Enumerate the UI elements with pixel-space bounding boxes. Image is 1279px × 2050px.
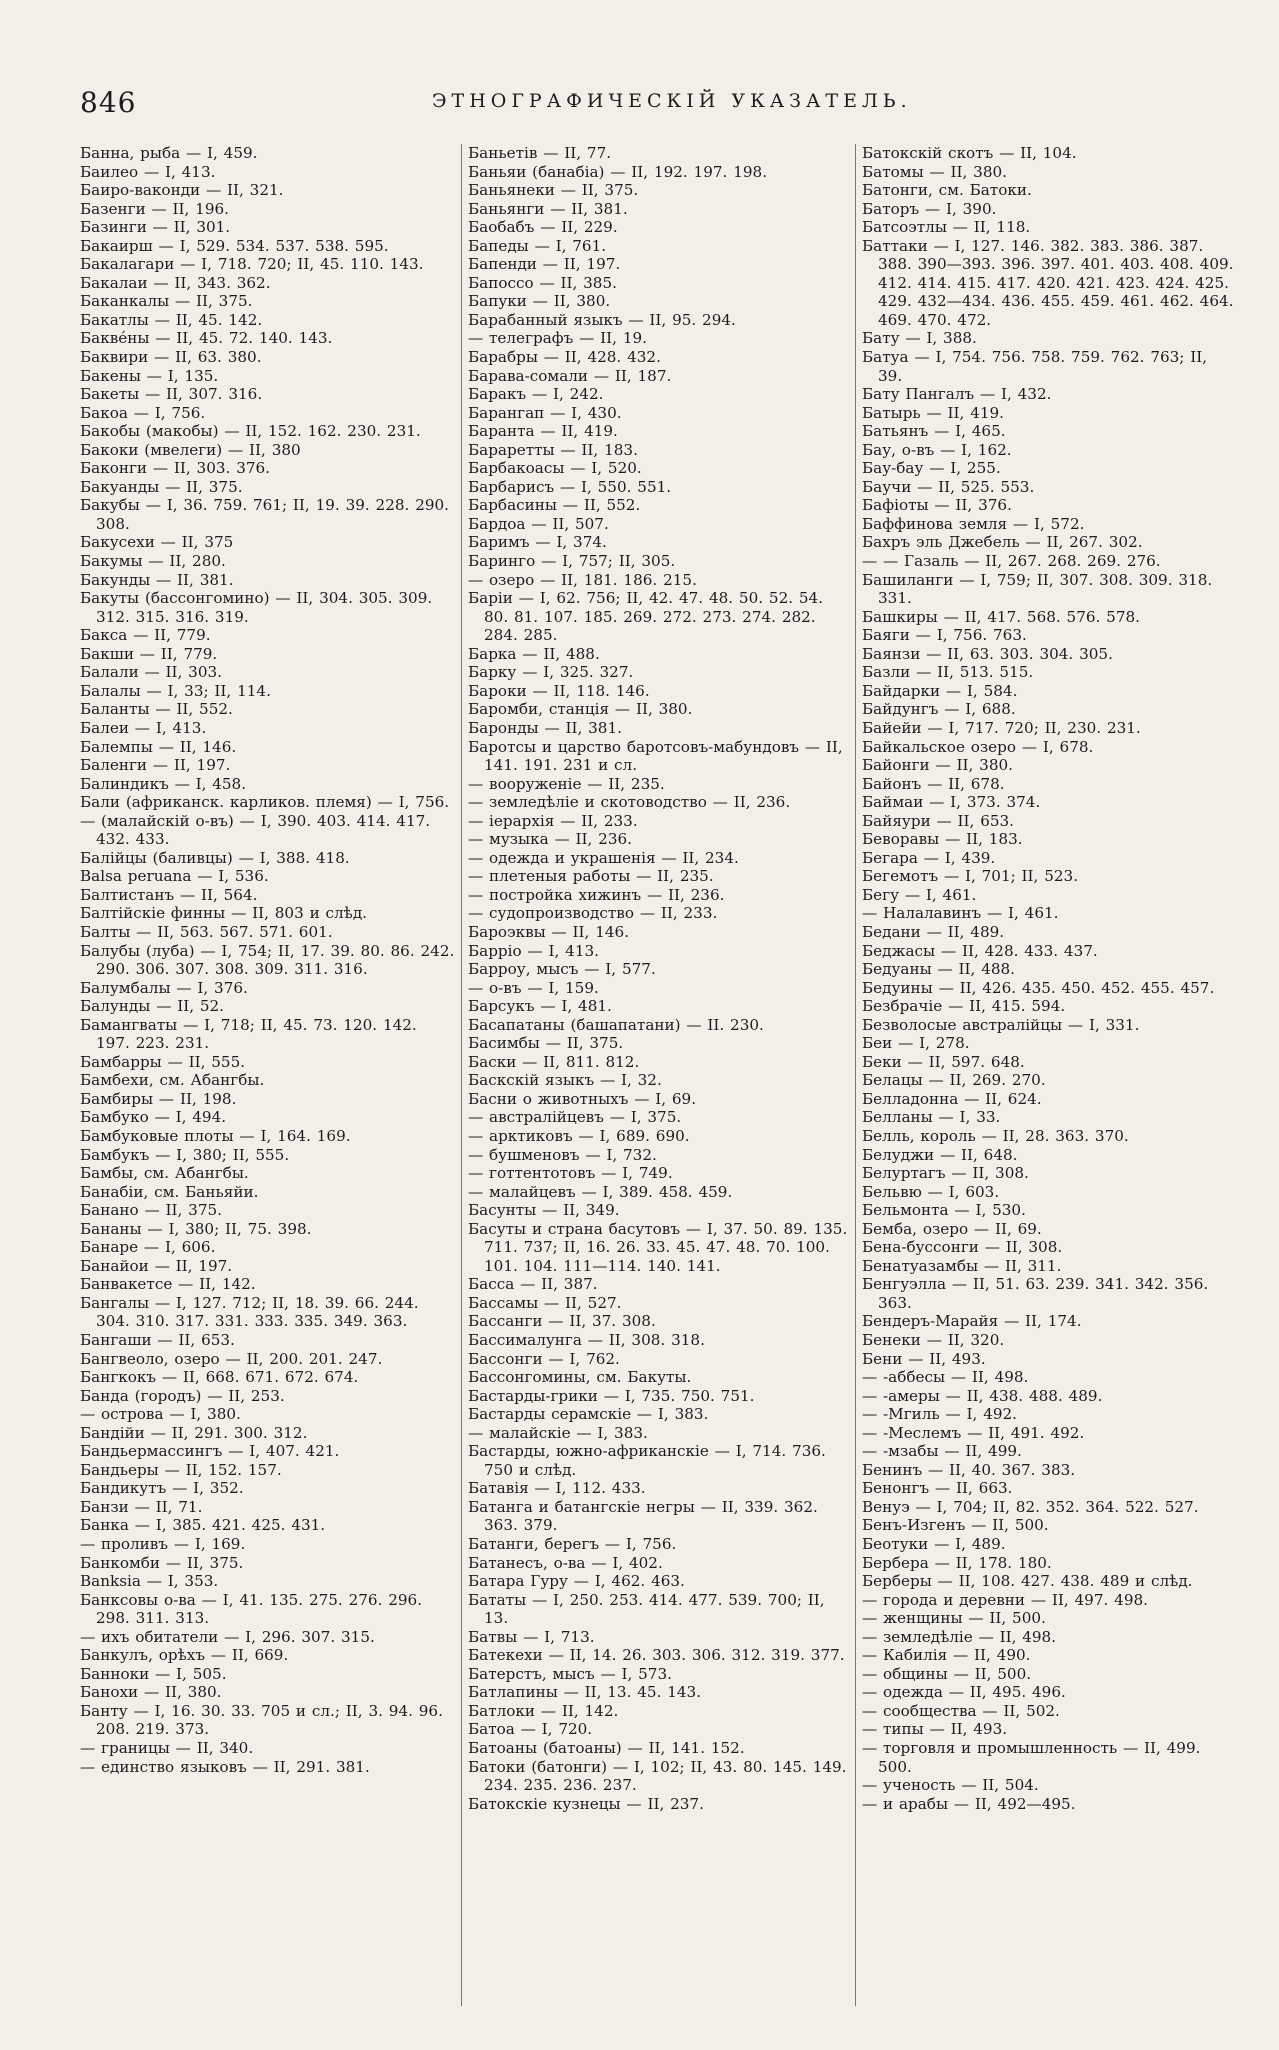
- index-entry: — Кабилія — II, 490.: [862, 1646, 1031, 1665]
- index-entry: Бендеръ-Марайя — II, 174.: [862, 1312, 1082, 1331]
- index-entry: Белль, король — II, 28. 363. 370.: [862, 1126, 1129, 1145]
- index-entry: Бакуанды — II, 375.: [80, 477, 243, 496]
- index-entry: Balsa peruana — I, 536.: [80, 867, 269, 886]
- index-entry: Бапоссо — II, 385.: [468, 273, 617, 292]
- index-entry: Бассамы — II, 527.: [468, 1293, 622, 1312]
- index-entry: Бараретты — II, 183.: [468, 440, 638, 459]
- index-entry: Банна, рыба — I, 459.: [80, 144, 258, 162]
- index-entry: Banksia — I, 353.: [80, 1572, 219, 1591]
- index-entry: Бербера — II, 178. 180.: [862, 1553, 1052, 1572]
- index-entry: — о-въ — I, 159.: [468, 978, 599, 997]
- index-entry: Баракъ — I, 242.: [468, 385, 604, 404]
- running-title: ЭТНОГРАФИЧЕСКІЙ УКАЗАТЕЛЬ.: [432, 90, 912, 112]
- index-entry: Батанга и батангскіе негры — II, 339. 362. 363. 379.: [468, 1497, 818, 1535]
- index-entry: Баленги — II, 197.: [80, 756, 231, 775]
- index-entry: Бакобы (макобы) — II, 152. 162. 230. 231.: [80, 422, 421, 441]
- index-entry: Байонги — II, 380.: [862, 756, 1013, 775]
- index-entry: — единство языковъ — II, 291. 381.: [80, 1757, 370, 1776]
- index-entry: Безволосые австралійцы — I, 331.: [862, 1015, 1140, 1034]
- index-entry: Беджасы — II, 428. 433. 437.: [862, 941, 1098, 960]
- index-entry: Бакоа — I, 756.: [80, 403, 206, 422]
- index-entry: Баймаи — I, 373. 374.: [862, 793, 1041, 812]
- index-entry: Белацы — II, 269. 270.: [862, 1071, 1046, 1090]
- index-entry: Батырь — II, 419.: [862, 403, 1005, 422]
- index-entry: Батара Гуру — I, 462. 463.: [468, 1572, 685, 1591]
- index-entry: Банабіи, см. Баньяйи.: [80, 1182, 259, 1201]
- index-entry: Барку — I, 325. 327.: [468, 663, 634, 682]
- index-entry: — границы — II, 340.: [80, 1739, 254, 1758]
- index-entry: Бамбиры — II, 198.: [80, 1089, 237, 1108]
- index-entry: Баранта — II, 419.: [468, 422, 618, 441]
- index-entry: Башкиры — II, 417. 568. 576. 578.: [862, 607, 1141, 626]
- index-entry: — -Меслемъ — II, 491. 492.: [862, 1423, 1085, 1442]
- index-entry: Батоа — I, 720.: [468, 1720, 593, 1739]
- index-entry: Батавія — I, 112. 433.: [468, 1479, 646, 1498]
- index-entry: Банаре — I, 606.: [80, 1238, 216, 1257]
- index-entry: — -амеры — II, 438. 488. 489.: [862, 1386, 1103, 1405]
- index-entry: — бушменовъ — I, 732.: [468, 1145, 657, 1164]
- index-entry: Батоки (батонги) — I, 102; II, 43. 80. 145. 149. 234. 235. 236. 237.: [468, 1757, 847, 1795]
- index-entry: — женщины — II, 500.: [862, 1609, 1046, 1628]
- index-entry: Баррiо — I, 413.: [468, 941, 599, 960]
- index-entry: Бакалаи — II, 343. 362.: [80, 273, 271, 292]
- index-entry: Белуртагъ — II, 308.: [862, 1164, 1029, 1183]
- index-entry: Банноки — I, 505.: [80, 1664, 227, 1683]
- index-entry: Батсоэтлы — II, 118.: [862, 218, 1031, 237]
- index-entry: Бандьеры — II, 152. 157.: [80, 1460, 282, 1479]
- index-entry: — музыка — II, 236.: [468, 830, 632, 849]
- index-entry: Баконги — II, 303. 376.: [80, 459, 271, 478]
- index-entry: Басимбы — II, 375.: [468, 1034, 624, 1053]
- index-entry: Бакве́ны — II, 45. 72. 140. 143.: [80, 329, 333, 348]
- index-entry: Бананы — I, 380; II, 75. 398.: [80, 1219, 312, 1238]
- index-entry: Банохи — II, 380.: [80, 1683, 222, 1702]
- index-entry: Баскскій языкъ — I, 32.: [468, 1071, 662, 1090]
- index-entry: Бастарды, южно-африканскіе — I, 714. 736. 750 и слѣд.: [468, 1442, 826, 1479]
- index-entry: Барбасины — II, 552.: [468, 496, 641, 515]
- index-entry: Банкомби — II, 375.: [80, 1553, 244, 1572]
- index-entry: Баротсы и царство баротсовъ-мабундовъ — II, 141. 191. 231 и сл.: [468, 737, 843, 775]
- index-entry: Баньянеки — II, 375.: [468, 181, 639, 200]
- index-entry: Базенги — II, 196.: [80, 199, 230, 218]
- index-entry: Белладонна — II, 624.: [862, 1089, 1042, 1108]
- index-entry: Бенонгъ — II, 663.: [862, 1479, 1013, 1498]
- index-entry: — малайскіе — I, 383.: [468, 1423, 648, 1442]
- index-entry: Баромби, станція — II, 380.: [468, 700, 693, 719]
- index-entry: Бакаирш — I, 529. 534. 537. 538. 595.: [80, 236, 389, 255]
- index-entry: Барабры — II, 428. 432.: [468, 348, 661, 367]
- index-entry: Бангалы — I, 127. 712; II, 18. 39. 66. 244. 304. 310. 317. 331. 333. 335. 349. 363.: [80, 1293, 419, 1331]
- index-entry: Бедани — II, 489.: [862, 922, 1005, 941]
- index-entry: Бакатлы — II, 45. 142.: [80, 310, 263, 329]
- index-entry: Бакубы — I, 36. 759. 761; II, 19. 39. 228. 290. 308.: [80, 496, 450, 533]
- index-entry: Баньетів — II, 77.: [468, 144, 612, 162]
- index-entry: Бакеты — II, 307. 316.: [80, 385, 263, 404]
- index-entry: Бангкокъ — II, 668. 671. 672. 674.: [80, 1368, 359, 1387]
- index-entry: Бамбукъ — I, 380; II, 555.: [80, 1145, 290, 1164]
- index-entry: Банкулъ, орѣхъ — II, 669.: [80, 1646, 289, 1665]
- index-entry: Барава-сомали — II, 187.: [468, 366, 672, 385]
- index-entry: Балунды — II, 52.: [80, 997, 225, 1016]
- index-entry: Басуты и страна басутовъ — I, 37. 50. 89. 135. 711. 737; II, 16. 26. 33. 45. 47. 48. 70. 100. 101. 104. 111—114. 140. 141.: [468, 1219, 848, 1275]
- index-entry: Баньяи (банабіа) — II, 192. 197. 198.: [468, 162, 768, 181]
- index-entry: Батанги, берегъ — I, 756.: [468, 1535, 677, 1554]
- index-entry: Баторъ — I, 390.: [862, 199, 997, 218]
- index-entry: Баффинова земля — I, 572.: [862, 514, 1085, 533]
- index-entry: Бапуки — II, 380.: [468, 292, 611, 311]
- index-entry: Балты — II, 563. 567. 571. 601.: [80, 922, 333, 941]
- index-entry: Базли — II, 513. 515.: [862, 663, 1034, 682]
- index-entry: Банда (городъ) — II, 253.: [80, 1386, 285, 1405]
- index-entry: Бангвеоло, озеро — II, 200. 201. 247.: [80, 1349, 383, 1368]
- index-entry: Банвакетсе — II, 142.: [80, 1275, 256, 1294]
- index-entry: Балубы (луба) — I, 754; II, 17. 39. 80. 86. 242. 290. 306. 307. 308. 309. 311. 316.: [80, 941, 455, 979]
- index-entry: Балтійскіе финны — II, 803 и слѣд.: [80, 904, 368, 923]
- index-entry: Беи — I, 278.: [862, 1034, 970, 1053]
- index-entry: — -Мгиль — I, 492.: [862, 1405, 1018, 1424]
- index-entry: Баилео — I, 413.: [80, 162, 216, 181]
- index-entry: Барангап — I, 430.: [468, 403, 622, 422]
- index-entry: Банту — I, 16. 30. 33. 705 и сл.; II, 3. 94. 96. 208. 219. 373.: [80, 1701, 443, 1739]
- index-entry: Белуджи — II, 648.: [862, 1145, 1018, 1164]
- index-entry: Банксовы о-ва — I, 41. 135. 275. 276. 296. 298. 311. 313.: [80, 1590, 423, 1628]
- index-entry: — — Газаль — II, 267. 268. 269. 276.: [862, 552, 1161, 571]
- index-entry: — города и деревни — II, 497. 498.: [862, 1590, 1148, 1609]
- index-entry: Батомы — II, 380.: [862, 162, 1007, 181]
- index-entry: Бангаши — II, 653.: [80, 1331, 235, 1349]
- index-entry: Бакалагари — I, 718. 720; II, 45. 110. 143.: [80, 255, 424, 274]
- index-entry: Барсукъ — I, 481.: [468, 997, 612, 1016]
- index-entry: Банайои — II, 197.: [80, 1256, 233, 1275]
- index-entry: Батокскіе кузнецы — II, 237.: [468, 1794, 704, 1813]
- index-entry: Бастарды-грики — I, 735. 750. 751.: [468, 1386, 755, 1405]
- index-entry: Беворавы — II, 183.: [862, 830, 1023, 849]
- index-entry: Басса — II, 387.: [468, 1275, 598, 1294]
- index-entry: Бенъ-Изгенъ — II, 500.: [862, 1516, 1049, 1535]
- index-entry: Барабанный языкъ — II, 95. 294.: [468, 310, 736, 329]
- index-entry: — -мзабы — II, 499.: [862, 1442, 1022, 1461]
- index-entry: — торговля и промышленность — II, 499. 500.: [862, 1739, 1201, 1776]
- index-entry: Базинги — II, 301.: [80, 218, 231, 237]
- index-entry: — австралійцевъ — I, 375.: [468, 1108, 682, 1127]
- index-entry: Балійцы (баливцы) — I, 388. 418.: [80, 848, 350, 867]
- index-entry: — постройка хижинъ — II, 236.: [468, 885, 725, 904]
- index-entry: Барбарисъ — I, 550. 551.: [468, 477, 672, 496]
- index-entry: — телеграфъ — II, 19.: [468, 329, 647, 348]
- index-entry: Бамбарры — II, 555.: [80, 1052, 246, 1071]
- index-entry: Бамангваты — I, 718; II, 45. 73. 120. 142. 197. 223. 231.: [80, 1015, 417, 1053]
- index-entry: Батлоки — II, 142.: [468, 1701, 619, 1720]
- index-entry: Баобабъ — II, 229.: [468, 218, 618, 237]
- index-entry: Батуа — I, 754. 756. 758. 759. 762. 763; II, 39.: [862, 348, 1208, 385]
- index-entry: Баски — II, 811. 812.: [468, 1052, 640, 1071]
- index-entry: Бельвю — I, 603.: [862, 1182, 1000, 1201]
- index-entry: Батвы — I, 713.: [468, 1627, 595, 1646]
- index-entry: Барбакоасы — I, 520.: [468, 459, 642, 478]
- index-entry: Бату Пангалъ — I, 432.: [862, 385, 1052, 404]
- index-entry: Белланы — I, 33.: [862, 1108, 1001, 1127]
- index-entry: Бакши — II, 779.: [80, 644, 218, 663]
- index-entry: Бакуты (бассонгомино) — II, 304. 305. 309. 312. 315. 316. 319.: [80, 589, 433, 626]
- index-entry: Барка — II, 488.: [468, 644, 600, 663]
- index-entry: Бегара — I, 439.: [862, 848, 996, 867]
- index-entry: — проливъ — I, 169.: [80, 1535, 246, 1554]
- index-entry: Безбрачіе — II, 415. 594.: [862, 997, 1066, 1016]
- index-entry: Бена-буссонги — II, 308.: [862, 1238, 1063, 1257]
- index-entry: Бакусехи — II, 375: [80, 533, 234, 552]
- index-entry: — -аббесы — II, 498.: [862, 1368, 1029, 1387]
- index-entry: Бенгуэлла — II, 51. 63. 239. 341. 342. 356. 363.: [862, 1275, 1209, 1312]
- index-entry: Бандикутъ — I, 352.: [80, 1479, 244, 1498]
- index-entry: Баяги — I, 756. 763.: [862, 626, 1027, 645]
- index-entry: — судопроизводство — II, 233.: [468, 904, 718, 923]
- index-entry: Балалы — I, 33; II, 114.: [80, 681, 271, 700]
- index-entry: Барроу, мысъ — I, 577.: [468, 960, 656, 979]
- index-entry: Батокскій скотъ — II, 104.: [862, 144, 1077, 162]
- index-entry: — малайцевъ — I, 389. 458. 459.: [468, 1182, 733, 1201]
- index-entry: Банка — I, 385. 421. 425. 431.: [80, 1516, 326, 1535]
- index-entry: Бамбуковые плоты — I, 164. 169.: [80, 1126, 351, 1145]
- index-entry: Бастарды серамскіе — I, 383.: [468, 1405, 709, 1424]
- index-entry: Батьянъ — I, 465.: [862, 422, 1006, 441]
- index-entry: Басапатаны (башапатани) — II. 230.: [468, 1015, 764, 1034]
- index-entry: Бапеды — I, 761.: [468, 236, 607, 255]
- index-entry: Бау, о-въ — I, 162.: [862, 440, 1012, 459]
- index-entry: Бамбуко — I, 494.: [80, 1108, 227, 1127]
- index-entry: — озеро — II, 181. 186. 215.: [468, 570, 697, 589]
- index-entry: Балумбалы — I, 376.: [80, 978, 248, 997]
- index-entry: Баучи — II, 525. 553.: [862, 477, 1035, 496]
- index-entry: Баквири — II, 63. 380.: [80, 348, 262, 367]
- index-entry: Байдунгъ — I, 688.: [862, 700, 1016, 719]
- index-entry: Бассонги — I, 762.: [468, 1349, 620, 1368]
- index-entry: Бароэквы — II, 146.: [468, 922, 630, 941]
- index-entry: — острова — I, 380.: [80, 1405, 241, 1424]
- index-entry: — одежда — II, 495. 496.: [862, 1683, 1066, 1702]
- index-entry: Баиро-ваконди — II, 321.: [80, 181, 284, 200]
- index-entry: Бароки — II, 118. 146.: [468, 681, 650, 700]
- index-entry: Бау-бау — I, 255.: [862, 459, 1001, 478]
- index-entry: Баттаки — I, 127. 146. 382. 383. 386. 387. 388. 390—393. 396. 397. 401. 403. 408. 409. 412. 414. 415. 417. 420. 421. 423. 424. 425. 429. 432—434. 436. 455. 459. 461. 462. 464. 469. 470. 472.: [862, 236, 1234, 329]
- index-entry: — арктиковъ — I, 689. 690.: [468, 1126, 690, 1145]
- index-entry: Бакены — I, 135.: [80, 366, 219, 385]
- index-entry: Бемба, озеро — II, 69.: [862, 1219, 1042, 1238]
- index-entry: Бассонгомины, см. Бакуты.: [468, 1368, 692, 1387]
- index-entry: Баканкалы — II, 375.: [80, 292, 253, 311]
- index-entry: Беотуки — I, 489.: [862, 1535, 1006, 1554]
- index-entry: Бату — I, 388.: [862, 329, 977, 348]
- index-entry: Бакса — II, 779.: [80, 626, 211, 645]
- index-entry: Байдарки — I, 584.: [862, 681, 1018, 700]
- index-entry: — готтентотовъ — I, 749.: [468, 1164, 673, 1183]
- index-entry: — одежда и украшенія — II, 234.: [468, 848, 739, 867]
- index-entry: Баринго — I, 757; II, 305.: [468, 552, 676, 571]
- index-entry: Бассималунга — II, 308. 318.: [468, 1331, 705, 1349]
- index-entry: Бамбехи, см. Абангбы.: [80, 1071, 265, 1090]
- index-entry: Бени — II, 493.: [862, 1349, 986, 1368]
- index-columns: [0, 144, 1279, 2024]
- index-entry: Бакоки (мвелеги) — II, 380: [80, 440, 301, 459]
- index-entry: Бассанги — II, 37. 308.: [468, 1312, 656, 1331]
- index-entry: Балиндикъ — I, 458.: [80, 774, 247, 793]
- index-entry: Бататы — I, 250. 253. 414. 477. 539. 700; II, 13.: [468, 1590, 825, 1628]
- index-entry: Басунты — II, 349.: [468, 1201, 620, 1220]
- index-entry: Баньянги — II, 381.: [468, 199, 628, 218]
- index-entry: — іерархія — II, 233.: [468, 811, 638, 830]
- index-entry: Баланты — II, 552.: [80, 700, 233, 719]
- index-entry: Батоаны (батоаны) — II, 141. 152.: [468, 1739, 745, 1758]
- index-entry: Балеи — I, 413.: [80, 718, 207, 737]
- index-entry: Бакумы — II, 280.: [80, 552, 226, 571]
- index-entry: Беки — II, 597. 648.: [862, 1052, 1025, 1071]
- index-entry: Берберы — II, 108. 427. 438. 489 и слѣд.: [862, 1572, 1193, 1591]
- index-entry: Баронды — II, 381.: [468, 718, 622, 737]
- index-entry: Байейи — I, 717. 720; II, 230. 231.: [862, 718, 1141, 737]
- index-entry: — ученость — II, 504.: [862, 1776, 1039, 1795]
- index-entry: Бардоа — II, 507.: [468, 514, 609, 533]
- index-entry: Бафіоты — II, 376.: [862, 496, 1012, 515]
- index-entry: Банано — II, 375.: [80, 1201, 222, 1220]
- index-entry: Баримъ — I, 374.: [468, 533, 607, 552]
- index-entry: — ихъ обитатели — I, 296. 307. 315.: [80, 1627, 375, 1646]
- index-entry: Батерстъ, мысъ — I, 573.: [468, 1664, 672, 1683]
- index-entry: Байяури — II, 653.: [862, 811, 1015, 830]
- index-entry: — типы — II, 493.: [862, 1720, 1008, 1739]
- index-entry: — и арабы — II, 492—495.: [862, 1794, 1076, 1813]
- index-entry: — сообщества — II, 502.: [862, 1701, 1060, 1720]
- index-entry: — плетеныя работы — II, 235.: [468, 867, 714, 886]
- index-entry: — вооруженіе — II, 235.: [468, 774, 665, 793]
- index-entry: Бапенди — II, 197.: [468, 255, 621, 274]
- index-entry: Бали (африканск. карликов. племя) — I, 756.: [80, 793, 450, 812]
- index-entry: Бегемотъ — I, 701; II, 523.: [862, 867, 1079, 886]
- index-entry: — общины — II, 500.: [862, 1664, 1032, 1683]
- index-entry: Бандьермассингъ — I, 407. 421.: [80, 1442, 340, 1461]
- index-column-2: [468, 144, 849, 2024]
- index-entry: Байкальское озеро — I, 678.: [862, 737, 1094, 756]
- index-entry: Батлапины — II, 13. 45. 143.: [468, 1683, 702, 1702]
- index-entry: Бегу — I, 461.: [862, 885, 977, 904]
- index-entry: Бенинъ — II, 40. 367. 383.: [862, 1460, 1076, 1479]
- index-entry: — земледѣліе и скотоводство — II, 236.: [468, 793, 791, 812]
- index-entry: Бедуины — II, 426. 435. 450. 452. 455. 457.: [862, 978, 1215, 997]
- index-column-1: [80, 144, 455, 2024]
- index-entry: Байонъ — II, 678.: [862, 774, 1005, 793]
- index-entry: Батонги, см. Батоки.: [862, 181, 1032, 200]
- index-entry: Бахръ эль Джебель — II, 267. 302.: [862, 533, 1143, 552]
- index-entry: — (малайскій о-въ) — I, 390. 403. 414. 417. 432. 433.: [80, 811, 431, 849]
- index-column-3: [862, 144, 1237, 2024]
- index-entry: Балали — II, 303.: [80, 663, 223, 682]
- index-entry: Батанесъ, о-ва — I, 402.: [468, 1553, 663, 1572]
- index-entry: Балтистанъ — II, 564.: [80, 885, 258, 904]
- index-entry: Бенатуазамбы — II, 311.: [862, 1256, 1062, 1275]
- index-entry: Бандійи — II, 291. 300. 312.: [80, 1423, 308, 1442]
- index-entry: Башиланги — I, 759; II, 307. 308. 309. 318. 331.: [862, 570, 1213, 608]
- index-entry: — земледѣліе — II, 498.: [862, 1627, 1057, 1646]
- page-number: 846: [80, 86, 137, 119]
- index-entry: — Налалавинъ — I, 461.: [862, 904, 1059, 923]
- index-entry: Барiи — I, 62. 756; II, 42. 47. 48. 50. 52. 54. 80. 81. 107. 185. 269. 272. 273. 274. 282. 284. 285.: [468, 589, 824, 645]
- index-entry: Батекехи — II, 14. 26. 303. 306. 312. 319. 377.: [468, 1646, 845, 1665]
- index-entry: Венуэ — I, 704; II, 82. 352. 364. 522. 527.: [862, 1497, 1199, 1516]
- index-entry: Бедуаны — II, 488.: [862, 960, 1016, 979]
- index-entry: Бакунды — II, 381.: [80, 570, 234, 589]
- index-entry: Бельмонта — I, 530.: [862, 1201, 1026, 1220]
- index-entry: Бамбы, см. Абангбы.: [80, 1164, 249, 1183]
- index-entry: Бенеки — II, 320.: [862, 1331, 1005, 1349]
- index-entry: Балемпы — II, 146.: [80, 737, 237, 756]
- index-entry: Басни о животныхъ — I, 69.: [468, 1089, 697, 1108]
- index-entry: Баянзи — II, 63. 303. 304. 305.: [862, 644, 1113, 663]
- index-entry: Банзи — II, 71.: [80, 1497, 203, 1516]
